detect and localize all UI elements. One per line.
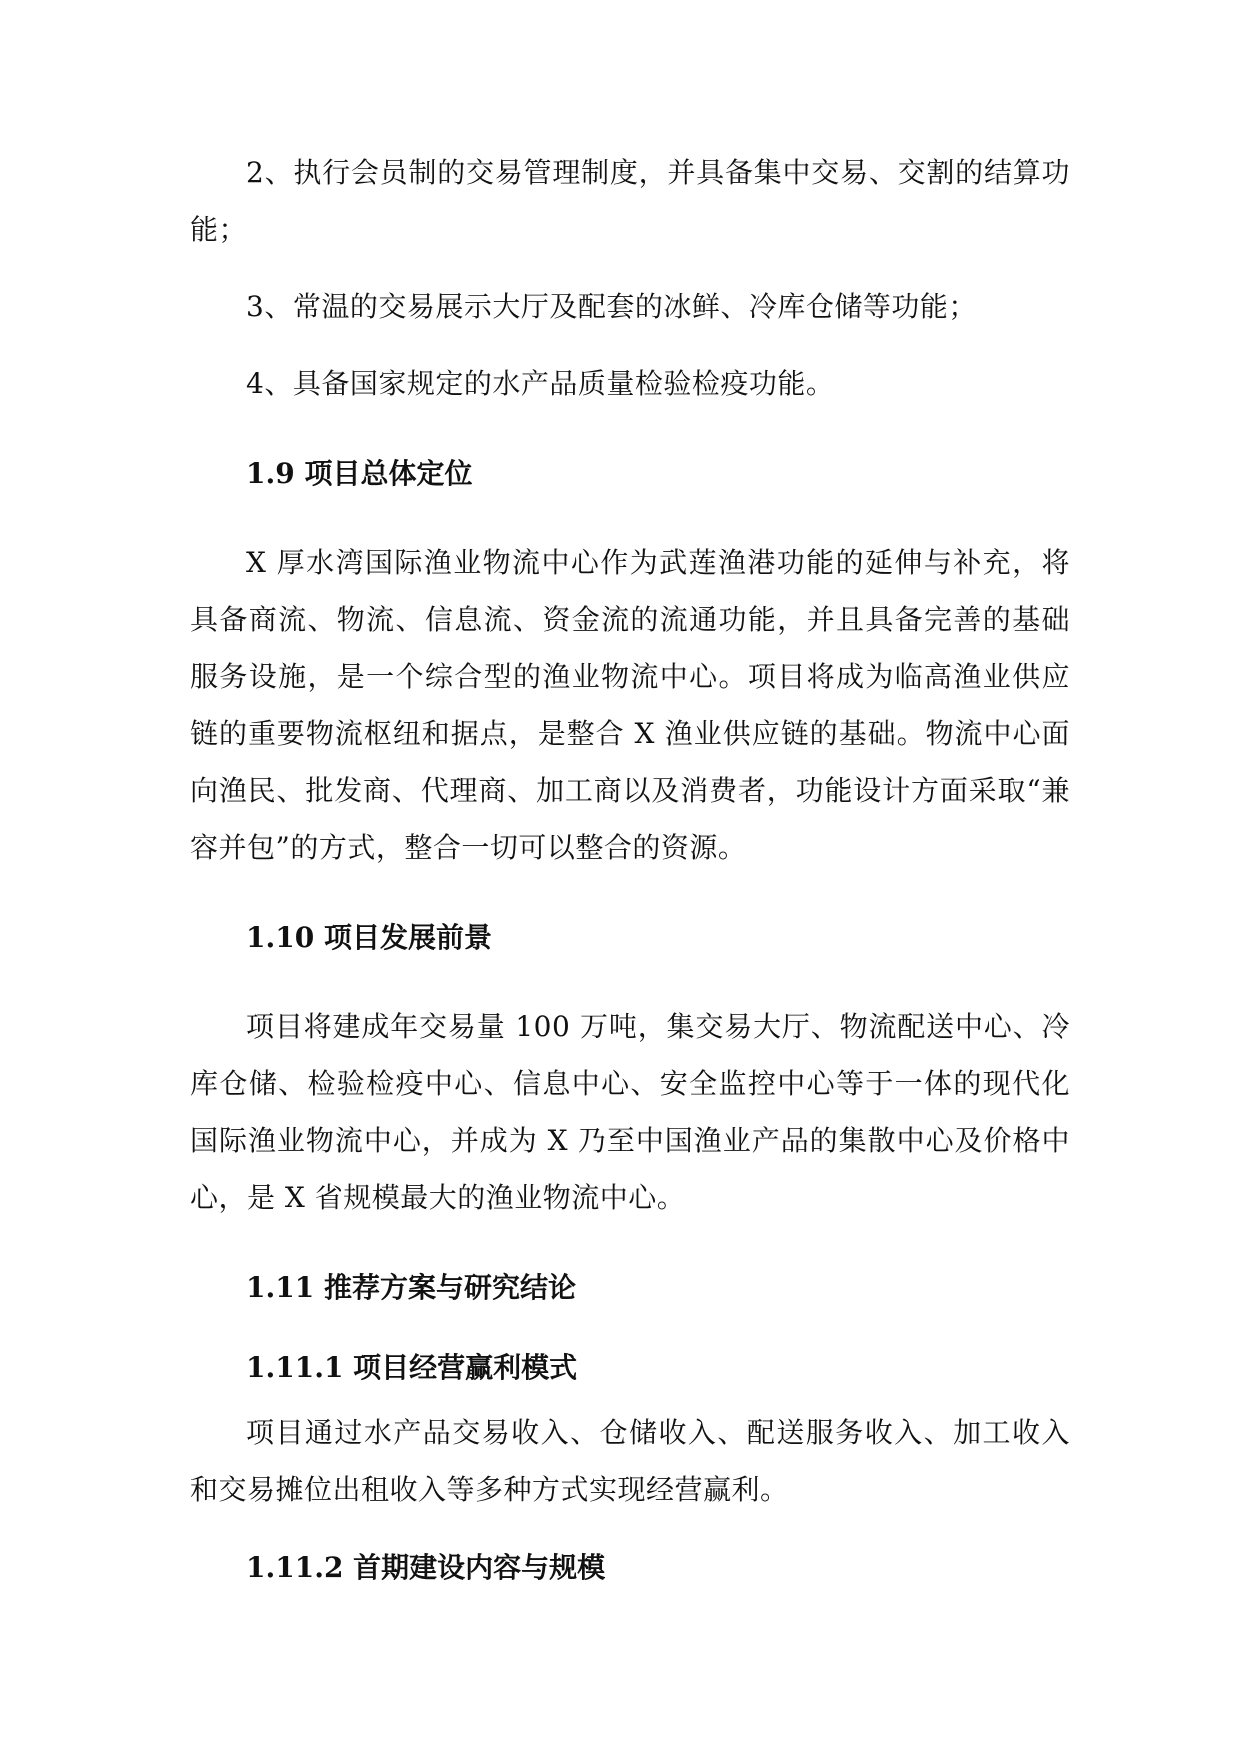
page-content xyxy=(190,144,1070,1604)
subsection-heading-1-11-1: 1.11.1 项目经营赢利模式 xyxy=(246,1351,578,1384)
list-item-3: 3、常温的交易展示大厅及配套的冰鲜、冷库仓储等功能； xyxy=(246,290,977,323)
section-heading-1-11: 1.11 推荐方案与研究结论 xyxy=(246,1271,576,1304)
spacer xyxy=(190,1226,1070,1254)
section-heading-1-9: 1.9 项目总体定位 xyxy=(246,457,473,490)
section-heading-1-10: 1.10 项目发展前景 xyxy=(246,921,492,954)
spacer xyxy=(190,1518,1070,1538)
spacer xyxy=(190,876,1070,904)
subsection-body-1-11-1: 项目通过水产品交易收入、仓储收入、配送服务收入、加工收入和交易摊位出租收入等多种方式实现经营赢利。 xyxy=(190,1416,1070,1506)
spacer xyxy=(190,335,1070,355)
section-body-1-9: X 厚水湾国际渔业物流中心作为武莲渔港功能的延伸与补充，将具备商流、物流、信息流、资金流的流通功能，并且具备完善的基础服务设施，是一个综合型的渔业物流中心。项目将成为临高渔业供应链的重要物流枢纽和据点，是整合 X 渔业供应链的基础。物流中心面向渔民、批发商、代理商、加工商以及消费者，功能设计方面采取“兼容并包”的方式，整合一切可以整合的资源。 xyxy=(190,546,1070,864)
subsection-heading-1-11-2: 1.11.2 首期建设内容与规模 xyxy=(246,1551,606,1584)
list-item-2: 2、执行会员制的交易管理制度，并具备集中交易、交割的结算功能； xyxy=(190,156,1070,246)
section-body-1-10: 项目将建成年交易量 100 万吨，集交易大厅、物流配送中心、冷库仓储、检验检疫中心、信息中心、安全监控中心等于一体的现代化国际渔业物流中心，并成为 X 乃至中国渔业产品的集散中心及价格中心，是 X 省规模最大的渔业物流中心。 xyxy=(190,1010,1070,1214)
spacer xyxy=(190,258,1070,278)
list-item-4: 4、具备国家规定的水产品质量检验检疫功能。 xyxy=(246,367,835,400)
spacer xyxy=(190,412,1070,440)
